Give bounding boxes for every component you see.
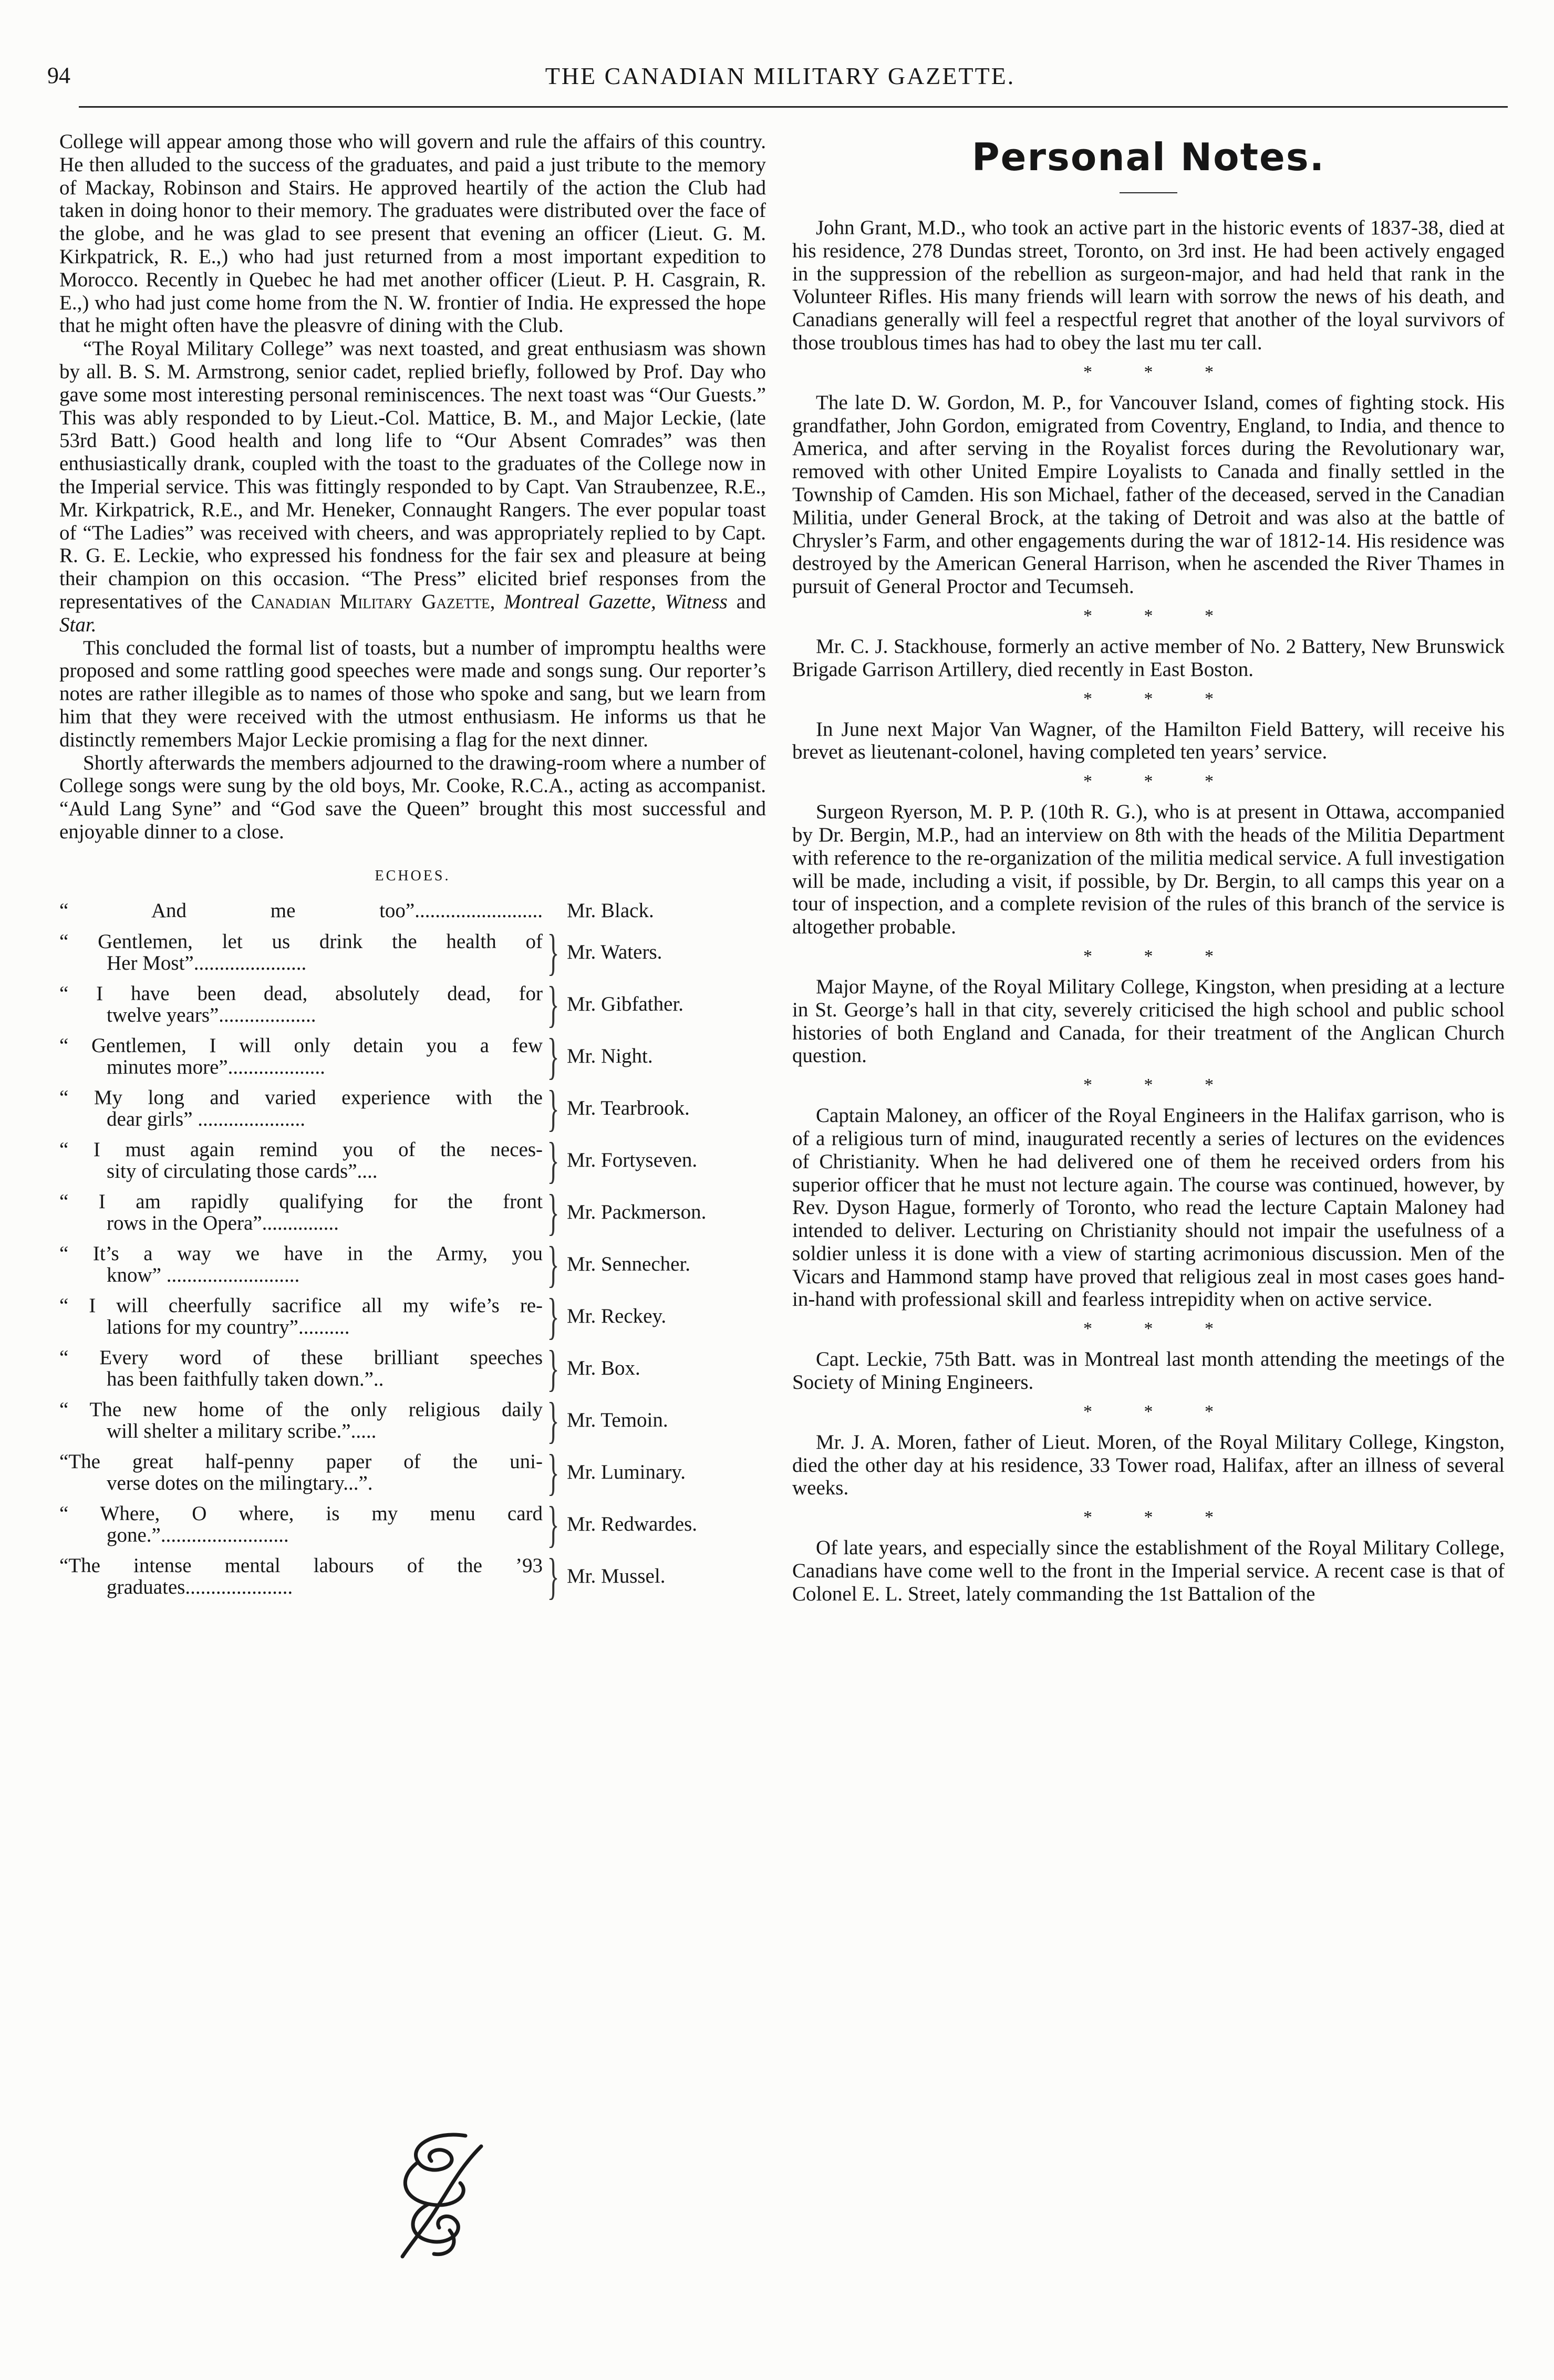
echo-quote-line: twelve years”................... [107, 1004, 316, 1027]
separator: * * * [1083, 1319, 1214, 1339]
left-column [59, 130, 766, 1607]
header-rule [79, 106, 1508, 108]
echo-quote-line: know” .......................... [107, 1264, 300, 1287]
page-header [47, 62, 1513, 102]
echo-quote-line: dear girls” ..................... [107, 1108, 306, 1131]
echoes-list [59, 899, 766, 1605]
echo-quote [59, 931, 543, 974]
echo-speaker: Mr. Mussel. [567, 1565, 666, 1588]
echo-quote-line: verse dotes on the milingtary...”. [107, 1472, 373, 1495]
separator: * * * [1083, 362, 1214, 382]
note-item: Surgeon Ryerson, M. P. P. (10th R. G.), who is at present in Ottawa, accompanied by Dr. Bergin, M.P., had an interview on 8th with the heads of the Militia Department with reference to the re-organization of the militia medical service. A full investigation will be made, including a visit, if possible, by Dr. Bergin, to all camps this year on a tour of inspection, and a complete revision of the rules of this branch of the service is altogether probable. [792, 801, 1505, 939]
echo-quote-line: “ And me too”......................... [59, 899, 543, 922]
echo-speaker: Mr. Gibfather. [567, 993, 684, 1016]
echo-item [59, 1080, 766, 1137]
note-item: John Grant, M.D., who took an active part in the historic events of 1837-38, died at his residence, 278 Dundas street, Toronto, on 3rd inst. He had been actively engaged in the suppression of the rebellion as surgeon-major, and had held that rank in the Volunteer Rifles. His many friends will learn with sorrow the news of his death, and Canadians generally will feel a respectful regret that another of the loyal survivors of those troublous times has had to obey the last mu ter call. [792, 216, 1505, 354]
echo-quote-line: “ Where, O where, is my menu card [59, 1502, 543, 1525]
brace: } [547, 976, 560, 1033]
echo-item [59, 1392, 766, 1449]
echo-quote [59, 1555, 543, 1598]
echo-quote [59, 1347, 543, 1390]
echo-item [59, 1340, 766, 1397]
brace: } [547, 1132, 560, 1189]
note-item: Of late years, and especially since the establishment of the Royal Military College, Canadians have come well to the front in the Imperial service. A recent case is that of Colonel E. L. Street, lately commanding the 1st Battalion of the [792, 1536, 1505, 1605]
brace: } [547, 1028, 560, 1085]
separator: * * * [1083, 689, 1214, 709]
echo-item [59, 1132, 766, 1189]
paragraph [59, 337, 766, 636]
echo-item [59, 1496, 766, 1553]
press-name-and: and [736, 590, 766, 613]
note-item: Capt. Leckie, 75th Batt. was in Montreal last month attending the meetings of the Society of Mining Engineers. [792, 1348, 1505, 1394]
echo-speaker: Mr. Night. [567, 1045, 653, 1068]
echo-quote-line: “ I will cheerfully sacrifice all my wife’s re- [59, 1294, 543, 1317]
press-name-witness: Witness [665, 590, 728, 613]
echo-speaker: Mr. Waters. [567, 941, 662, 964]
brace: } [547, 1548, 560, 1605]
echo-quote-line: has been faithfully taken down.”.. [107, 1368, 384, 1391]
running-title: THE CANADIAN MILITARY GAZETTE. [545, 63, 1016, 89]
echo-quote-line: “The great half-penny paper of the uni- [59, 1450, 543, 1473]
echo-item [59, 1444, 766, 1501]
echo-quote [59, 1191, 543, 1234]
note-item: Major Mayne, of the Royal Military College, Kingston, when presiding at a lecture in St. George’s hall in that city, severely criticised the high school and public school histories of both England and Canada, for their treatment of the Anglican Church question. [792, 975, 1505, 1067]
separator: * * * [1083, 1075, 1214, 1095]
echo-item [59, 924, 766, 981]
echo-speaker: Mr. Luminary. [567, 1461, 686, 1484]
press-name-montreal: Montreal Gazette, [504, 590, 656, 613]
echo-speaker: Mr. Reckey. [567, 1305, 667, 1328]
brace: } [547, 924, 560, 981]
echo-quote [59, 1087, 543, 1130]
echo-speaker: Mr. Redwardes. [567, 1513, 698, 1536]
paragraph: Shortly afterwards the members adjourned to the drawing-room where a number of College songs were sung by the old boys, Mr. Cooke, R.C.A., acting as accompanist. “Auld Lang Syne” and “God save the Queen” brought this most successful and enjoyable dinner to a close. [59, 751, 766, 843]
echo-quote [59, 1139, 543, 1182]
echo-quote [59, 900, 543, 921]
brace: } [547, 1392, 560, 1449]
right-column [792, 130, 1505, 1606]
section-title: Personal Notes. [971, 135, 1325, 179]
paragraph: College will appear among those who will govern and rule the affairs of this country. He then alluded to the success of the graduates, and paid a just tribute to the memory of Mackay, Robinson and Stairs. He approved heartily of the action the Club had taken in doing honor to their memory. The graduates were distributed over the face of the globe, and he was glad to see present that evening an officer (Lieut. G. M. Kirkpatrick, R. E.,) who had just returned from a most important expedition to Morocco. Recently in Quebec he had met another officer (Lieut. P. H. Casgrain, R. E.,) who had just come home from the N. W. frontier of India. He expressed the hope that he might often have the pleasvre of dining with the Club. [59, 130, 766, 337]
echo-quote-line: will shelter a military scribe.”..... [107, 1420, 377, 1443]
echo-speaker: Mr. Sennecher. [567, 1253, 691, 1276]
echo-item [59, 1236, 766, 1293]
note-item: Captain Maloney, an officer of the Royal Engineers in the Halifax garrison, who is of a religious turn of mind, inaugurated recently a series of lectures on the evidences of Christianity. When he had delivered one of them he received orders from his superior officer that he must not lecture again. The course was continued, however, by Rev. Dyson Hague, formerly of Toronto, who read the lecture Captain Maloney had intended to deliver. Lecturing on Christianity should not impair the usefulness of a soldier unless it is done with a view of starting acrimonious discussion. Men of the Vicars and Hammond stamp have proved that religious zeal in most cases goes hand-in-hand with professional skill and fearless intrepidity when on active service. [792, 1104, 1505, 1311]
echo-quote-line: “ Every word of these brilliant speeches [59, 1346, 543, 1369]
echo-quote [59, 1503, 543, 1546]
press-name-star: Star. [59, 613, 97, 636]
echo-quote-line: rows in the Opera”............... [107, 1212, 339, 1235]
echo-quote [59, 1451, 543, 1494]
echo-quote-line: minutes more”................... [107, 1056, 325, 1079]
paragraph: This concluded the formal list of toasts, but a number of impromptu healths were proposed and some rattling good speeches were made and songs sung. Our reporter’s notes are rather illegible as to names of those who spoke and sang, but we learn from him that they were received with the utmost enthusiasm. He informs us that he distinctly remembers Major Leckie promising a flag for the next dinner. [59, 636, 766, 751]
echo-speaker: Mr. Fortyseven. [567, 1149, 698, 1172]
separator: * * * [1083, 1401, 1214, 1421]
echo-quote-line: “ My long and varied experience with the [59, 1086, 543, 1109]
brace: } [547, 1184, 560, 1241]
echo-quote-line: lations for my country”.......... [107, 1316, 350, 1339]
echo-item [59, 1288, 766, 1345]
echo-speaker: Mr. Packmerson. [567, 1201, 707, 1224]
echoes-heading: ECHOES. [375, 867, 451, 884]
echo-quote-line: “ Gentlemen, let us drink the health of [59, 930, 543, 953]
note-item: In June next Major Van Wagner, of the Hamilton Field Battery, will receive his brevet as lieutenant-colonel, having completed ten years’ service. [792, 718, 1505, 764]
echo-speaker: Mr. Black. [567, 899, 654, 922]
echo-quote-line: “ I have been dead, absolutely dead, for [59, 982, 543, 1005]
note-item: The late D. W. Gordon, M. P., for Vancouver Island, comes of fighting stock. His grandfather, John Gordon, emigrated from Coventry, England, to India, and thence to America, and after serving in the Royalist forces during the Revolutionary war, removed with other United Empire Loyalists to Canada and finally settled in the Township of Camden. His son Michael, father of the deceased, served in the Canadian Militia, under General Brock, at the taking of Detroit and was also at the battle of Chrysler’s Farm, and other engagements during the war of 1812-14. His residence was destroyed by the American General Harrison, when he ascended the River Thames in pursuit of General Proctor and Tecumseh. [792, 391, 1505, 598]
press-name-gazette: Canadian Military Gazette, [251, 590, 495, 613]
separator: * * * [1083, 946, 1214, 966]
brace: } [547, 1444, 560, 1501]
echo-speaker: Mr. Box. [567, 1357, 640, 1380]
echo-quote-line: “ The new home of the only religious daily [59, 1398, 543, 1421]
echo-speaker: Mr. Temoin. [567, 1409, 668, 1432]
echo-item [59, 899, 766, 922]
brace: } [547, 1288, 560, 1345]
echo-quote-line: sity of circulating those cards”.... [107, 1160, 378, 1183]
echo-quote-line: Her Most”...................... [107, 952, 307, 975]
echo-item [59, 1548, 766, 1605]
echo-quote-line: graduates..................... [107, 1576, 293, 1599]
echo-item [59, 1028, 766, 1085]
echo-quote [59, 983, 543, 1026]
echo-quote [59, 1243, 543, 1286]
separator: * * * [1083, 606, 1214, 626]
separator: * * * [1083, 1508, 1214, 1527]
title-rule [1120, 192, 1177, 193]
echo-quote-line: gone.”......................... [107, 1524, 289, 1547]
echo-quote [59, 1035, 543, 1078]
echo-quote-line: “ I am rapidly qualifying for the front [59, 1190, 543, 1213]
brace: } [547, 1080, 560, 1137]
echo-quote [59, 1295, 543, 1338]
echo-item [59, 1184, 766, 1241]
echo-quote [59, 1399, 543, 1442]
echo-speaker: Mr. Tearbrook. [567, 1097, 690, 1120]
brace: } [547, 1340, 560, 1397]
page-number: 94 [47, 63, 70, 88]
echo-quote-line: “ I must again remind you of the neces- [59, 1138, 543, 1161]
echo-quote-line: “ It’s a way we have in the Army, you [59, 1242, 543, 1265]
separator: * * * [1083, 772, 1214, 792]
brace: } [547, 1236, 560, 1293]
note-item: Mr. J. A. Moren, father of Lieut. Moren, of the Royal Military College, Kingston, died the other day at his residence, 33 Tower road, Halifax, after an illness of several weeks. [792, 1430, 1505, 1500]
echo-quote-line: “ Gentlemen, I will only detain you a few [59, 1034, 543, 1057]
echo-quote-line: “The intense mental labours of the ’93 [59, 1554, 543, 1577]
brace: } [547, 1496, 560, 1553]
decorative-flourish-icon [387, 2125, 492, 2262]
echo-item [59, 976, 766, 1033]
note-item: Mr. C. J. Stackhouse, formerly an active member of No. 2 Battery, New Brunswick Brigade Garrison Artillery, died recently in East Boston. [792, 635, 1505, 681]
paragraph-text: “The Royal Military College” was next toasted, and great enthusiasm was shown by all. B. S. M. Armstrong, senior cadet, replied briefly, followed by Prof. Day who gave some most interesting personal reminiscences. The next toast was “Our Guests.” This was ably responded to by Lieut.-Col. Mattice, B. M., and Major Leckie, (late 53rd Batt.) Good health and long life to “Our Absent Comrades” was then enthusiastically drank, coupled with the toast to the graduates of the College now in the Imperial service. This was fittingly responded to by Capt. Van Straubenzee, R.E., Mr. Kirkpatrick, R.E., and Mr. Heneker, Connaught Rangers. The ever popular toast of “The Ladies” was received with cheers, and was appropriately replied to by Capt. R. G. E. Leckie, who expressed his fondness for the fair sex and pleasure at being their champion on this occasion. “The Press” elicited brief responses from the representatives of the [59, 337, 766, 613]
